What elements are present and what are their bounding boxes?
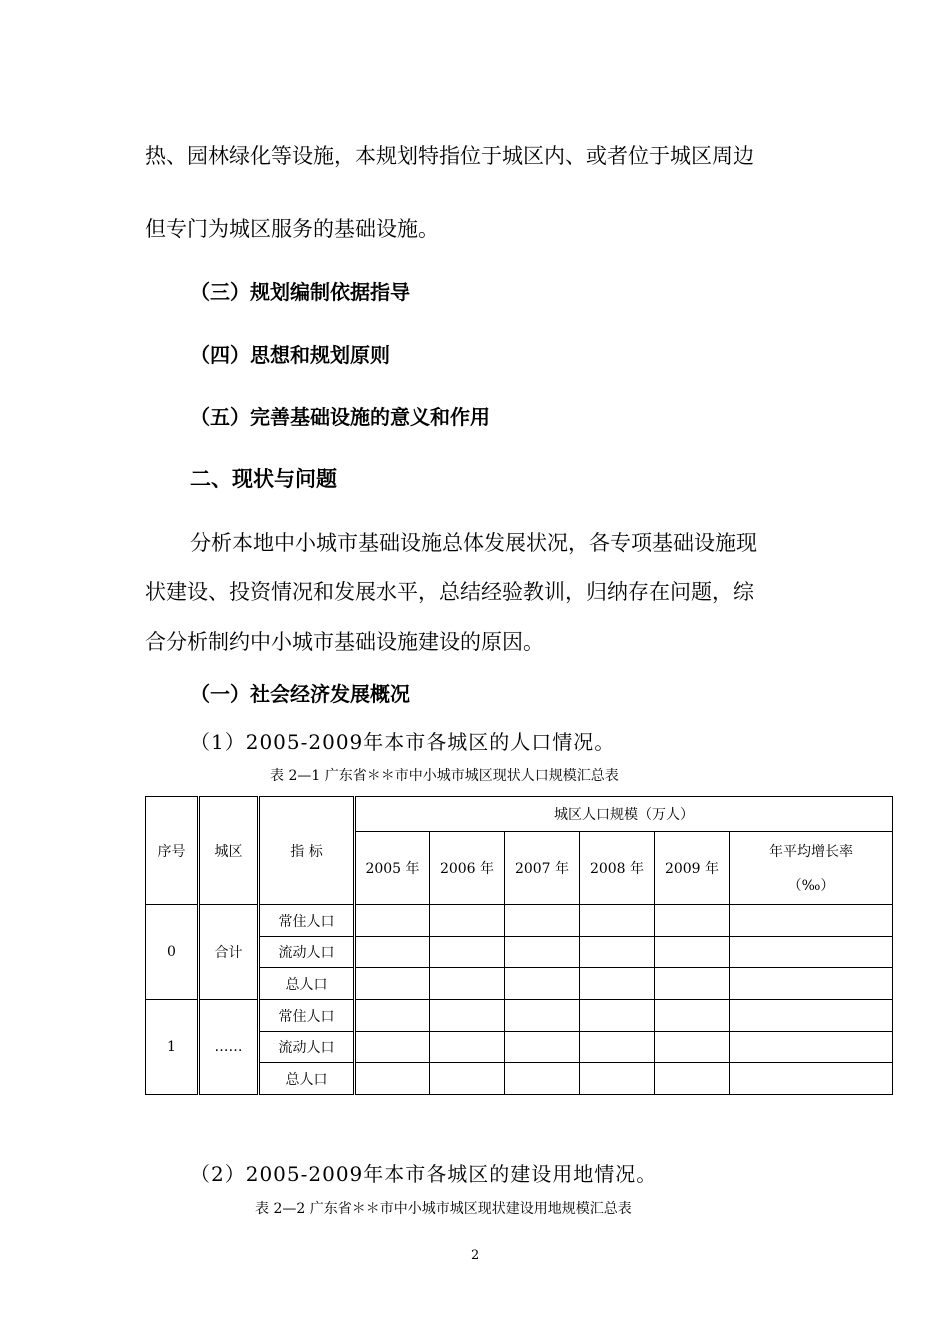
table-row (146, 1000, 893, 1032)
heading-planning-basis: （三）规划编制依据指导 (190, 280, 410, 304)
header-growth-rate-label: 年平均增长率 (769, 844, 854, 860)
table-row (146, 905, 893, 937)
header-year: 2006 年 (430, 832, 505, 905)
table-caption: 表 2—1 广东省＊＊市中小城市城区现状人口规模汇总表 (270, 768, 619, 784)
cell-district: …… (199, 1000, 259, 1095)
heading-significance: （五）完善基础设施的意义和作用 (190, 405, 490, 429)
cell-seq: 0 (146, 905, 199, 1000)
cell-district: 合计 (199, 905, 259, 1000)
cell-indicator: 总人口 (259, 968, 355, 1000)
cell-seq: 1 (146, 1000, 199, 1095)
cell-indicator: 常住人口 (259, 1000, 355, 1032)
body-paragraph-line: 合分析制约中小城市基础设施建设的原因。 (145, 630, 544, 654)
header-year: 2005 年 (355, 832, 430, 905)
heading-socioeconomic: （一）社会经济发展概况 (190, 682, 410, 706)
cell-indicator: 总人口 (259, 1063, 355, 1095)
population-table (145, 796, 893, 1095)
body-paragraph-line: 状建设、投资情况和发展水平，总结经验教训，归纳存在问题，综 (145, 580, 754, 604)
list-item-population: （1）2005-2009年本市各城区的人口情况。 (190, 730, 616, 754)
cell-indicator: 常住人口 (259, 905, 355, 937)
header-growth-rate-unit: （‰） (787, 878, 835, 894)
header-district: 城区 (199, 797, 259, 905)
body-paragraph-line: 分析本地中小城市基础设施总体发展状况，各专项基础设施现 (190, 531, 757, 555)
heading-principles: （四）思想和规划原则 (190, 343, 390, 367)
body-paragraph-line: 热、园林绿化等设施，本规划特指位于城区内、或者位于城区周边 (145, 144, 754, 168)
table-row (146, 1063, 893, 1095)
table-row (146, 937, 893, 968)
header-population-group: 城区人口规模（万人） (355, 797, 893, 832)
table-row (146, 1032, 893, 1063)
header-year: 2007 年 (505, 832, 580, 905)
header-growth-rate (730, 832, 893, 905)
table-caption: 表 2—2 广东省＊＊市中小城市城区现状建设用地规模汇总表 (255, 1201, 632, 1217)
header-indicator: 指 标 (259, 797, 355, 905)
body-paragraph-line: 但专门为城区服务的基础设施。 (145, 217, 439, 241)
header-year: 2008 年 (580, 832, 655, 905)
cell-indicator: 流动人口 (259, 1032, 355, 1063)
heading-section-2: 二、现状与问题 (190, 467, 337, 491)
header-seq: 序号 (146, 797, 199, 905)
list-item-land-use: （2）2005-2009年本市各城区的建设用地情况。 (190, 1162, 658, 1186)
cell-indicator: 流动人口 (259, 937, 355, 968)
header-year: 2009 年 (655, 832, 730, 905)
table-row (146, 968, 893, 1000)
page-number: 2 (471, 1248, 480, 1263)
